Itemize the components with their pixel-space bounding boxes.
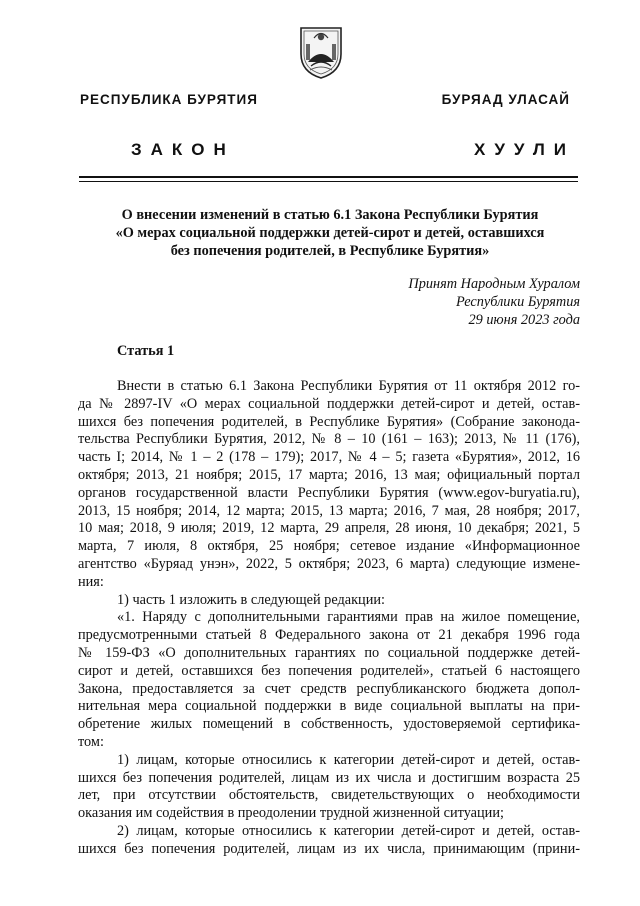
adoption-note-line: Республики Бурятия — [456, 294, 580, 310]
body-line: да № 2897-IV «О мерах социальной поддержки детей-сирот и детей, остав- — [78, 395, 580, 412]
body-line: марта, 7 июля, 8 октября, 25 ноября; сетевое издание «Информационное — [78, 538, 580, 555]
body-line: 10 мая; 2018, 9 июля; 2019, 12 марта, 29 апреля, 28 июня, 10 декабря; 2021, 5 — [78, 520, 580, 537]
body-line: агентство «Буряад унэн», 2022, 5 октября; 2023, 6 марта) следующие измене- — [78, 555, 580, 572]
body-line: ния: — [78, 573, 104, 590]
body-line: лет, при отсутствии обстоятельств, свидетельствующих о необходимости — [78, 787, 580, 804]
body-line: нительная мера социальной поддержки в виде социальной выплаты на при- — [78, 698, 580, 715]
law-label-russian: ЗАКОН — [131, 140, 235, 159]
adoption-note — [408, 275, 580, 329]
body-line: № 159-ФЗ «О дополнительных гарантиях по социальной поддержке детей- — [78, 644, 580, 661]
body-line: шихся без попечения родителей, лицам из их числа, принимающим (прини- — [78, 840, 580, 857]
body-line: Внести в статью 6.1 Закона Республики Бурятия от 11 октября 2012 го- — [117, 378, 580, 394]
body-line: оказания им содействия в преодолении трудной жизненной ситуации; — [78, 805, 504, 822]
article-body — [78, 378, 580, 859]
body-line: обретение жилых помещений в собственность, удостоверяемой сертифика- — [78, 716, 580, 733]
body-line: шихся без попечения родителей, в Республике Бурятия» (Собрание законода- — [78, 413, 580, 430]
body-line: 2013, 15 ноября; 2014, 12 марта; 2015, 13 марта; 2016, 7 мая, 28 ноября; 2017, — [78, 502, 580, 519]
body-line: органов государственной власти Республики Бурятия (www.egov-buryatia.ru), — [78, 484, 580, 501]
adoption-note-line: 29 июня 2023 года — [468, 312, 580, 328]
republic-name-russian: РЕСПУБЛИКА БУРЯТИЯ — [80, 92, 258, 107]
buryatia-coat-of-arms-icon — [296, 24, 346, 80]
header-divider-thin — [79, 181, 578, 182]
body-line: том: — [78, 733, 104, 750]
body-line: Закона, предоставляется за счет средств республиканского бюджета допол- — [78, 680, 580, 697]
law-title — [70, 206, 590, 260]
article-heading: Статья 1 — [117, 343, 175, 359]
adoption-note-line: Принят Народным Хуралом — [408, 276, 580, 292]
header-divider-thick — [79, 176, 578, 178]
body-line: октября; 2013, 21 ноября; 2015, 17 марта; 2016, 13 мая; официальный портал — [78, 466, 580, 483]
body-line: «1. Наряду с дополнительными гарантиями прав на жилое помещение, — [117, 609, 580, 626]
law-title-line: без попечения родителей, в Республике Бурятия» — [170, 243, 490, 259]
body-line: шихся без попечения родителей, лицам из их числа и достигшим возраста 25 — [78, 769, 580, 786]
republic-name-buryat: БУРЯАД УЛАСАЙ — [441, 92, 570, 107]
body-line: тельства Республики Бурятия, 2012, № 8 – 10 (161 – 163); 2013, № 11 (176), — [78, 431, 580, 448]
body-line: 1) лицам, которые относились к категории детей-сирот и детей, остав- — [117, 751, 580, 768]
law-title-line: «О мерах социальной поддержки детей-сирот и детей, оставшихся — [115, 225, 545, 241]
law-label-buryat: ХУУЛИ — [474, 140, 575, 159]
body-line: предусмотренными статьей 8 Федерального закона от 21 декабря 1996 года — [78, 627, 580, 644]
body-line: часть I; 2014, № 1 – 2 (178 – 179); 2017, № 4 – 5; газета «Бурятия», 2012, 16 — [78, 449, 580, 466]
law-title-line: О внесении изменений в статью 6.1 Закона Республики Бурятия — [121, 207, 539, 223]
body-line: сирот и детей, оставшихся без попечения родителей», статьей 6 настоящего — [78, 662, 580, 679]
body-line: 1) часть 1 изложить в следующей редакции: — [117, 591, 385, 608]
body-line: 2) лицам, которые относились к категории детей-сирот и детей, остав- — [117, 822, 580, 839]
